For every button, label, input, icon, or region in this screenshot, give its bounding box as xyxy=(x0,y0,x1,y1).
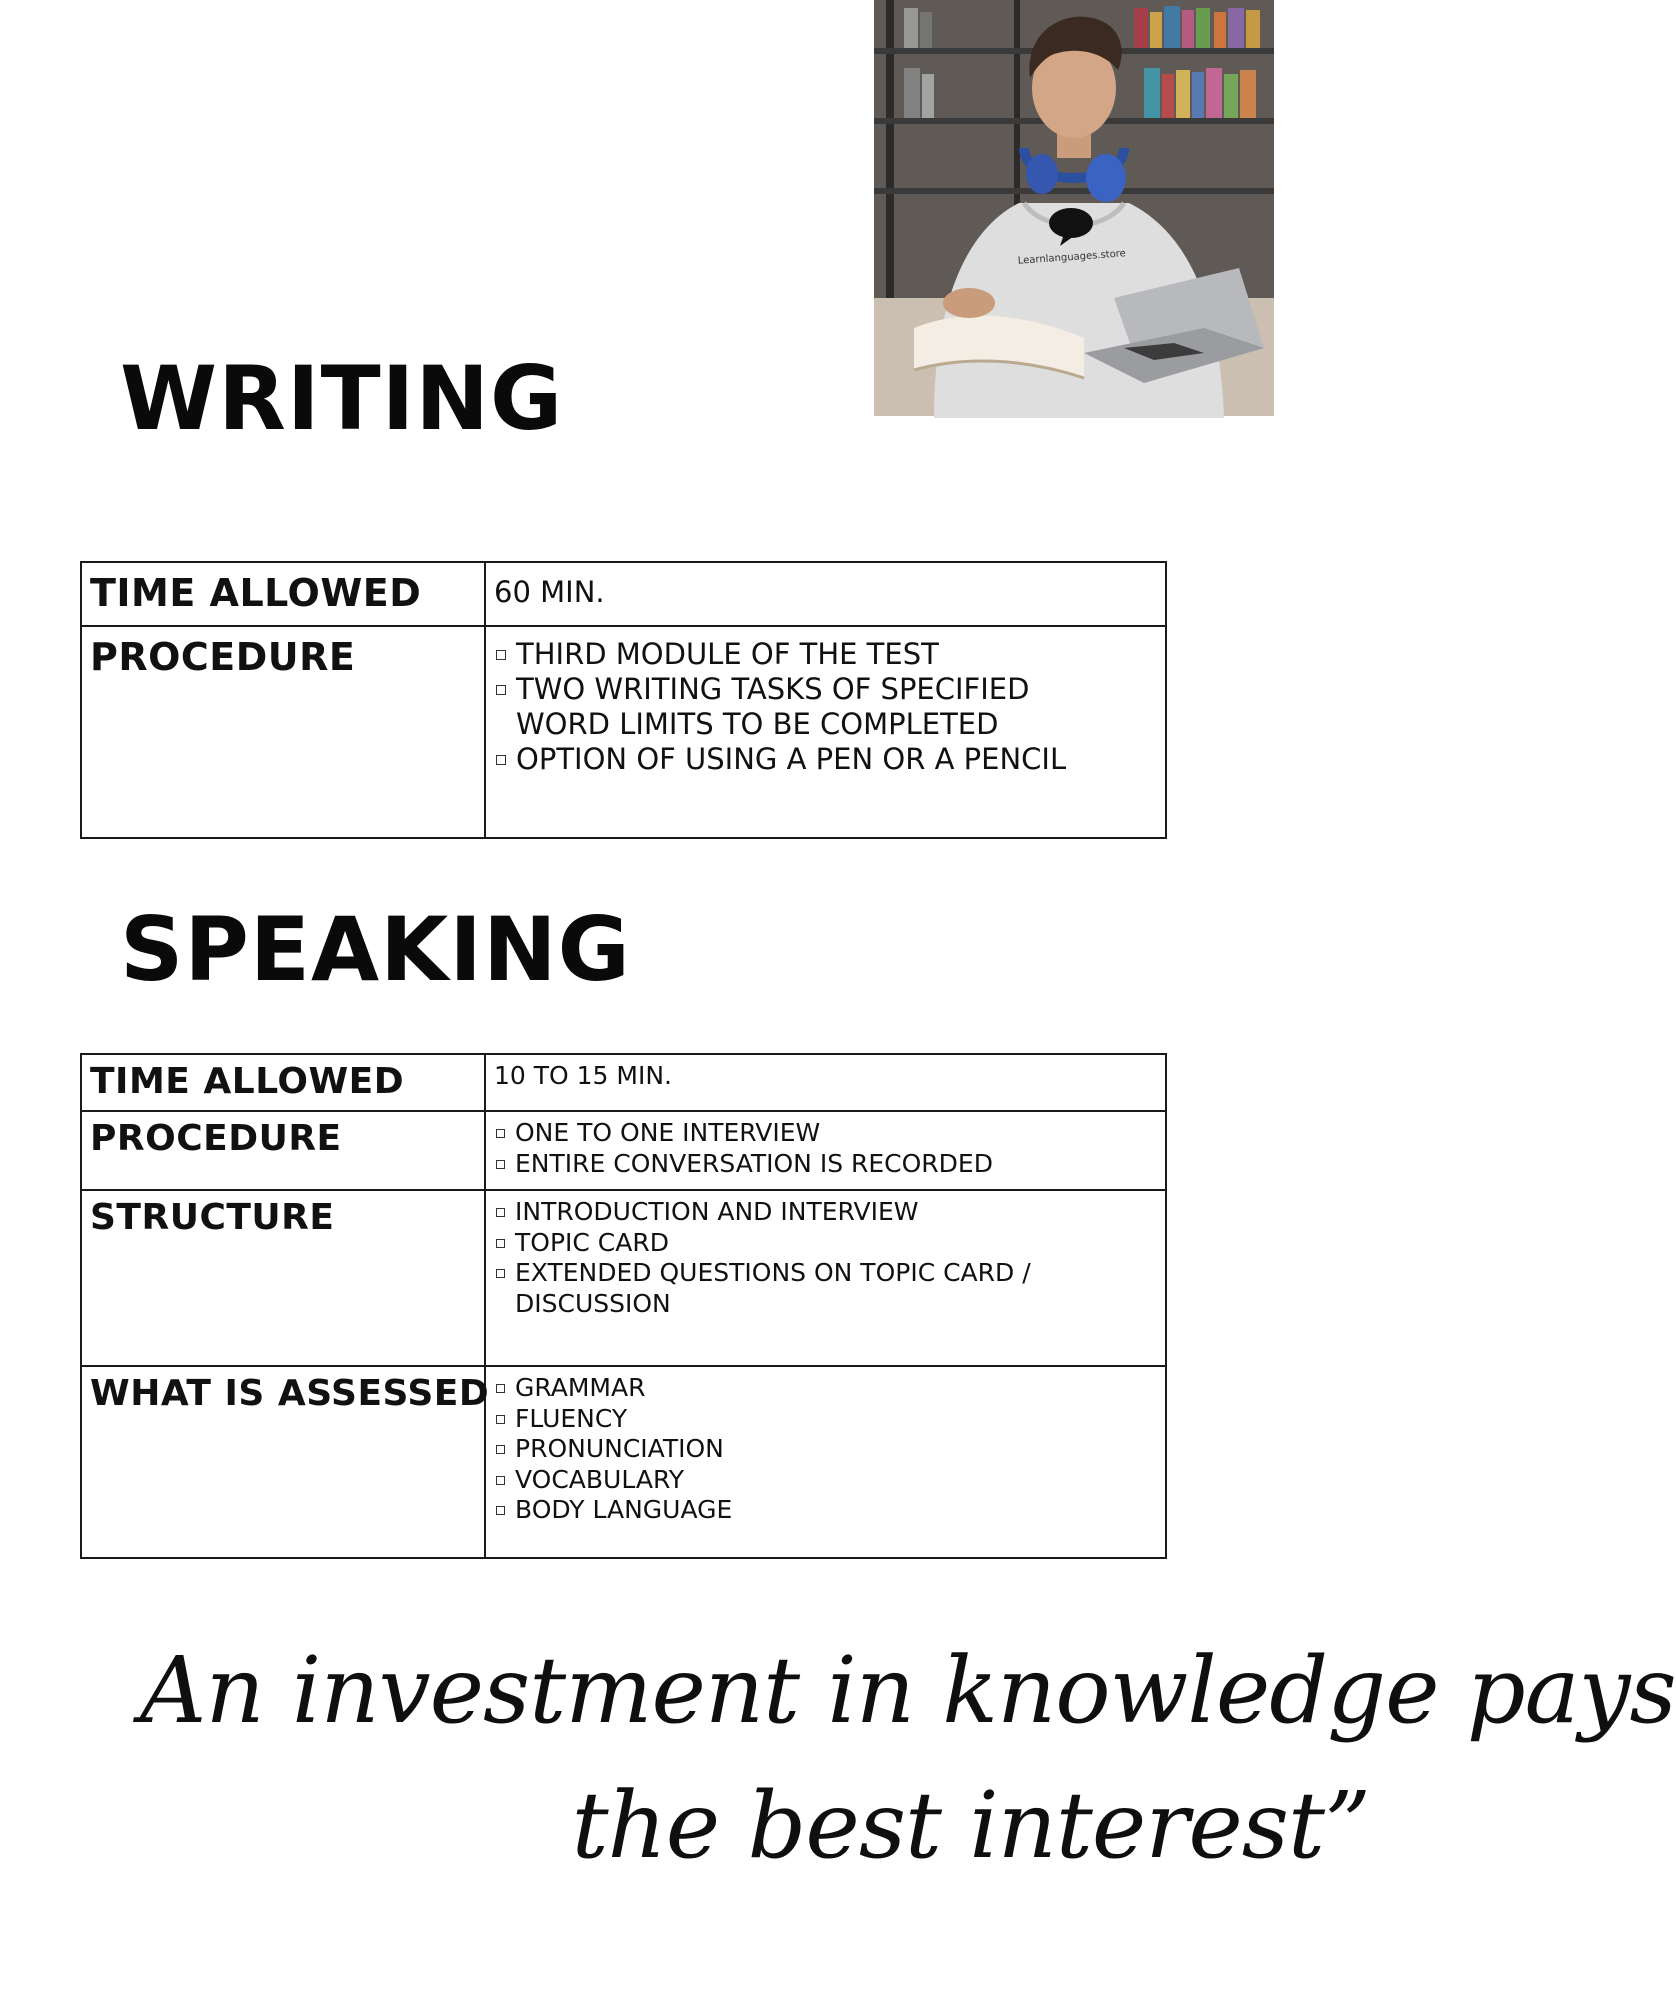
list-item: INTRODUCTION AND INTERVIEW xyxy=(494,1197,1165,1228)
speaking-info-table xyxy=(80,1053,1167,1559)
square-bullet-icon xyxy=(496,1208,505,1217)
list-item: PRONUNCIATION xyxy=(494,1434,1165,1465)
quote-line-2: the best interest” xyxy=(571,1772,1370,1879)
square-bullet-icon xyxy=(496,1269,505,1278)
speaking-procedure-label: PROCEDURE xyxy=(81,1111,485,1190)
speaking-heading: SPEAKING xyxy=(120,898,631,1001)
writing-procedure-label: PROCEDURE xyxy=(81,626,485,838)
square-bullet-icon xyxy=(496,1384,505,1393)
square-bullet-icon xyxy=(496,1129,505,1138)
list-item: EXTENDED QUESTIONS ON TOPIC CARD / DISCUSSION xyxy=(494,1258,1165,1319)
writing-time-allowed-value: 60 MIN. xyxy=(494,575,605,609)
speaking-time-allowed-label: TIME ALLOWED xyxy=(81,1054,485,1111)
square-bullet-icon xyxy=(496,1506,505,1515)
quote-line-1: An investment in knowledge pays xyxy=(140,1637,1676,1744)
writing-heading: WRITING xyxy=(120,347,564,450)
speaking-row-procedure xyxy=(81,1111,1166,1190)
hoodie-logo-text: Learnlanguages.store xyxy=(1017,248,1127,267)
square-bullet-icon xyxy=(496,685,506,695)
speaking-row-structure xyxy=(81,1190,1166,1366)
list-item: OPTION OF USING A PEN OR A PENCIL xyxy=(494,742,1165,777)
speaking-structure-label: STRUCTURE xyxy=(81,1190,485,1366)
speaking-row-what-is-assessed xyxy=(81,1366,1166,1558)
speaking-row-time-allowed xyxy=(81,1054,1166,1111)
list-item: FLUENCY xyxy=(494,1404,1165,1435)
square-bullet-icon xyxy=(496,1239,505,1248)
list-item: BODY LANGUAGE xyxy=(494,1495,1165,1526)
list-item: GRAMMAR xyxy=(494,1373,1165,1404)
list-item: TWO WRITING TASKS OF SPECIFIED WORD LIMITS TO BE COMPLETED xyxy=(494,672,1165,742)
square-bullet-icon xyxy=(496,1160,505,1169)
list-item: THIRD MODULE OF THE TEST xyxy=(494,637,1165,672)
speaking-assessed-list xyxy=(494,1373,1165,1526)
speaking-time-allowed-value: 10 TO 15 MIN. xyxy=(485,1054,1166,1111)
list-item: TOPIC CARD xyxy=(494,1228,1165,1259)
speaking-procedure-list xyxy=(494,1118,1165,1179)
quote-block xyxy=(140,1585,1676,1915)
writing-time-allowed-label: TIME ALLOWED xyxy=(81,562,485,626)
list-item: VOCABULARY xyxy=(494,1465,1165,1496)
square-bullet-icon xyxy=(496,1445,505,1454)
writing-procedure-list xyxy=(494,637,1165,777)
student-reading-illustration xyxy=(874,0,1274,416)
speaking-assessed-label: WHAT IS ASSESSED xyxy=(81,1366,485,1558)
square-bullet-icon xyxy=(496,1476,505,1485)
writing-row-procedure xyxy=(81,626,1166,838)
student-photo xyxy=(874,0,1274,416)
writing-info-table xyxy=(80,561,1167,839)
square-bullet-icon xyxy=(496,1415,505,1424)
writing-row-time-allowed xyxy=(81,562,1166,626)
list-item: ENTIRE CONVERSATION IS RECORDED xyxy=(494,1149,1165,1180)
list-item: ONE TO ONE INTERVIEW xyxy=(494,1118,1165,1149)
speaking-structure-list xyxy=(494,1197,1165,1319)
square-bullet-icon xyxy=(496,755,506,765)
square-bullet-icon xyxy=(496,650,506,660)
